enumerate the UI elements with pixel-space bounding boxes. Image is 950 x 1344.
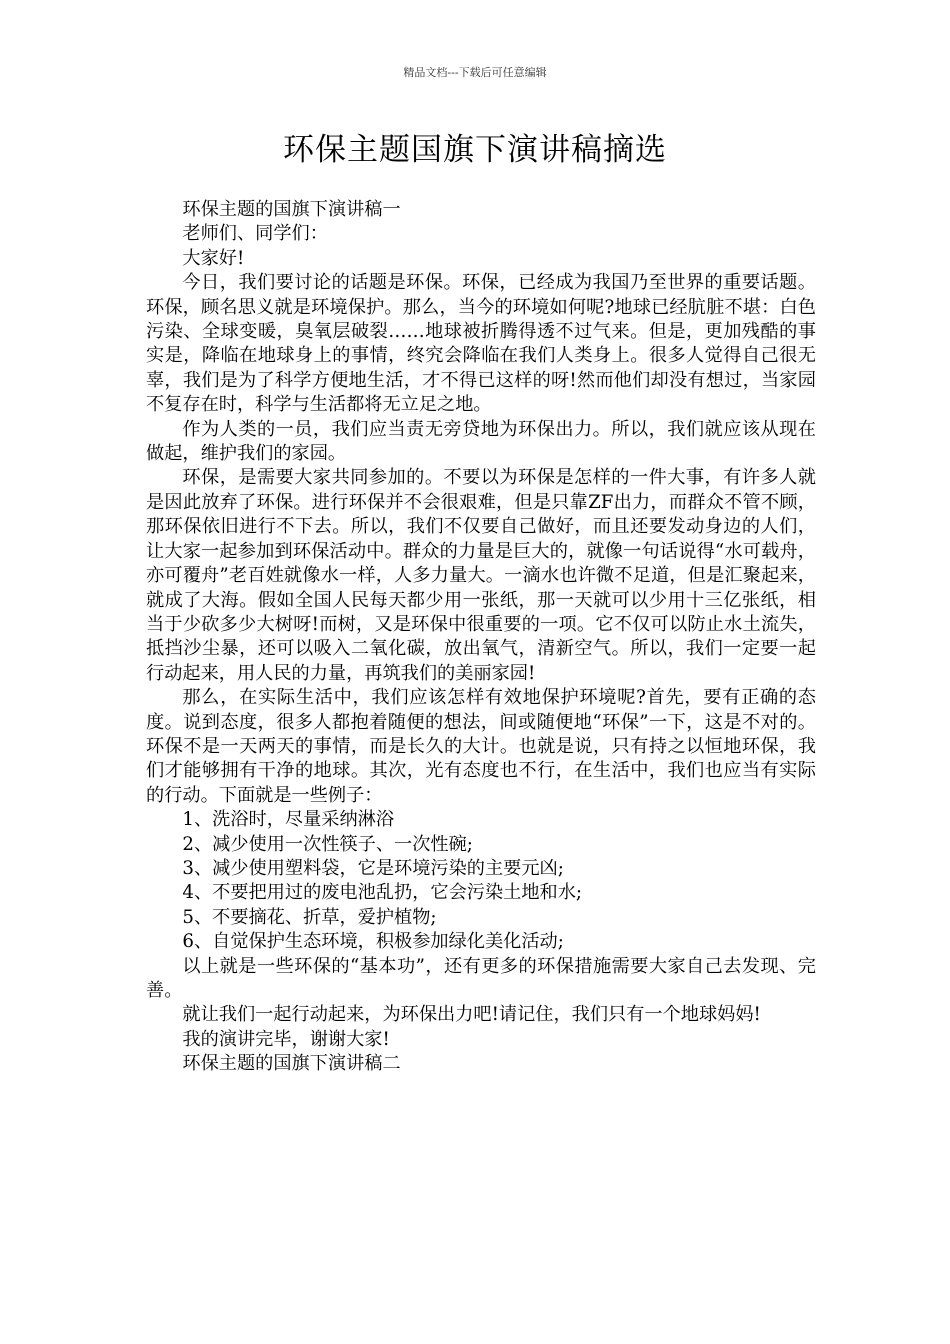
paragraph-responsibility: 作为人类的一员，我们应当责无旁贷地为环保出力。所以，我们就应该从现在做起，维护我们的家园。 [146, 418, 816, 465]
paragraph-how-to-protect: 那么，在实际生活中，我们应该怎样有效地保护环境呢?首先，要有正确的态度。说到态度，很多人都抱着随便的想法，间或随便地“环保”一下，这是不对的。环保不是一天两天的事情，而是长久的大计。也就是说，只有持之以恒地环保，我们才能够拥有干净的地球。其次，光有态度也不行，在生活中，我们也应当有实际的行动。下面就是一些例子： [146, 687, 816, 806]
document-body [146, 198, 816, 1077]
paragraph-speech-one-heading: 环保主题的国旗下演讲稿一 [182, 199, 401, 220]
paragraph-closing: 我的演讲完毕，谢谢大家! [182, 1028, 390, 1050]
paragraph-greeting: 大家好! [182, 247, 245, 269]
list-item-4: 4、不要把用过的废电池乱扔，它会污染土地和水; [182, 882, 583, 904]
paragraph-basics: 以上就是一些环保的“基本功”，还有更多的环保措施需要大家自己去发现、完善。 [146, 955, 816, 1001]
paragraph-intro: 今日，我们要讨论的话题是环保。环保，已经成为我国乃至世界的重要话题。环保，顾名思义就是环境保护。那么，当今的环境如何呢?地球已经肮脏不堪：白色污染、全球变暖，臭氧层破裂……地球被折腾得透不过气来。但是，更加残酷的事实是，降临在地球身上的事情，终究会降临在我们人类身上。很多人觉得自己很无辜，我们是为了科学方便地生活，才不得已这样的呀!然而他们却没有想过，当家园不复存在时，科学与生活都将无立足之地。 [146, 272, 816, 416]
document-title: 环保主题国旗下演讲稿摘选 [283, 132, 667, 168]
list-item-5: 5、不要摘花、折草，爱护植物; [182, 906, 437, 928]
paragraph-participation: 环保，是需要大家共同参加的。不要以为环保是怎样的一件大事，有许多人就是因此放弃了环保。进行环保并不会很艰难，但是只靠ZF出力，而群众不管不顾，那环保依旧进行不下去。所以，我们不仅要自己做好，而且还要发动身边的人们，让大家一起参加到环保活动中。群众的力量是巨大的，就像一句话说得“水可载舟，亦可覆舟”老百姓就像水一样，人多力量大。一滴水也许微不足道，但是汇聚起来，就成了大海。假如全国人民每天都少用一张纸，那一天就可以少用十三亿张纸，相当于少砍多少大树呀!而树，又是环保中很重要的一项。它不仅可以防止水土流失，抵挡沙尘暴，还可以吸入二氧化碳，放出氧气，清新空气。所以，我们一定要一起行动起来，用人民的力量，再筑我们的美丽家园! [146, 467, 816, 684]
paragraph-call-to-action: 就让我们一起行动起来，为环保出力吧!请记住，我们只有一个地球妈妈! [182, 1004, 761, 1026]
paragraph-salutation: 老师们、同学们： [182, 223, 328, 245]
paragraph-speech-two-heading: 环保主题的国旗下演讲稿二 [182, 1053, 401, 1075]
list-item-1: 1、洗浴时，尽量采纳淋浴 [182, 809, 395, 831]
page-header: 精品文档---下载后可任意编辑 [403, 66, 547, 79]
list-item-2: 2、减少使用一次性筷子、一次性碗; [182, 833, 473, 855]
list-item-3: 3、减少使用塑料袋，它是环境污染的主要元凶; [182, 857, 564, 879]
list-item-6: 6、自觉保护生态环境，积极参加绿化美化活动; [182, 931, 564, 953]
